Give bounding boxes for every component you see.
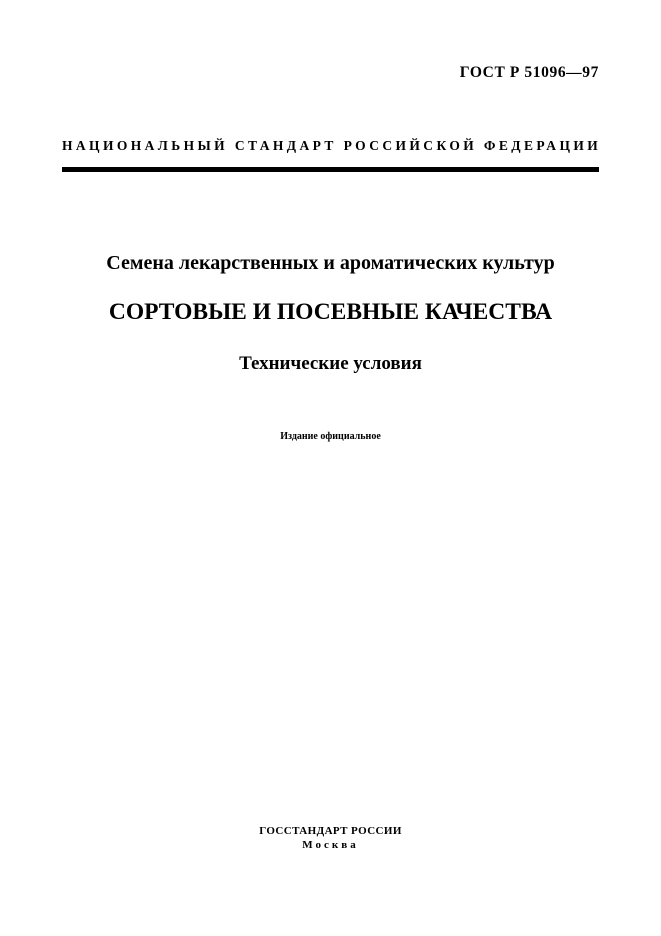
publisher-name: ГОССТАНДАРТ РОССИИ bbox=[259, 825, 402, 837]
publisher-city: Москва bbox=[302, 839, 359, 851]
document-title: СОРТОВЫЕ И ПОСЕВНЫЕ КАЧЕСТВА bbox=[108, 299, 553, 325]
document-subject: Семена лекарственных и ароматических культур bbox=[106, 252, 555, 274]
edition-note: Издание официальное bbox=[280, 431, 381, 442]
document-subtitle: Технические условия bbox=[239, 353, 422, 374]
standard-code: ГОСТ Р 51096—97 bbox=[459, 64, 599, 81]
national-standard-heading: НАЦИОНАЛЬНЫЙ СТАНДАРТ РОССИЙСКОЙ ФЕДЕРАЦИИ bbox=[62, 138, 602, 153]
heading-rule bbox=[62, 167, 599, 172]
